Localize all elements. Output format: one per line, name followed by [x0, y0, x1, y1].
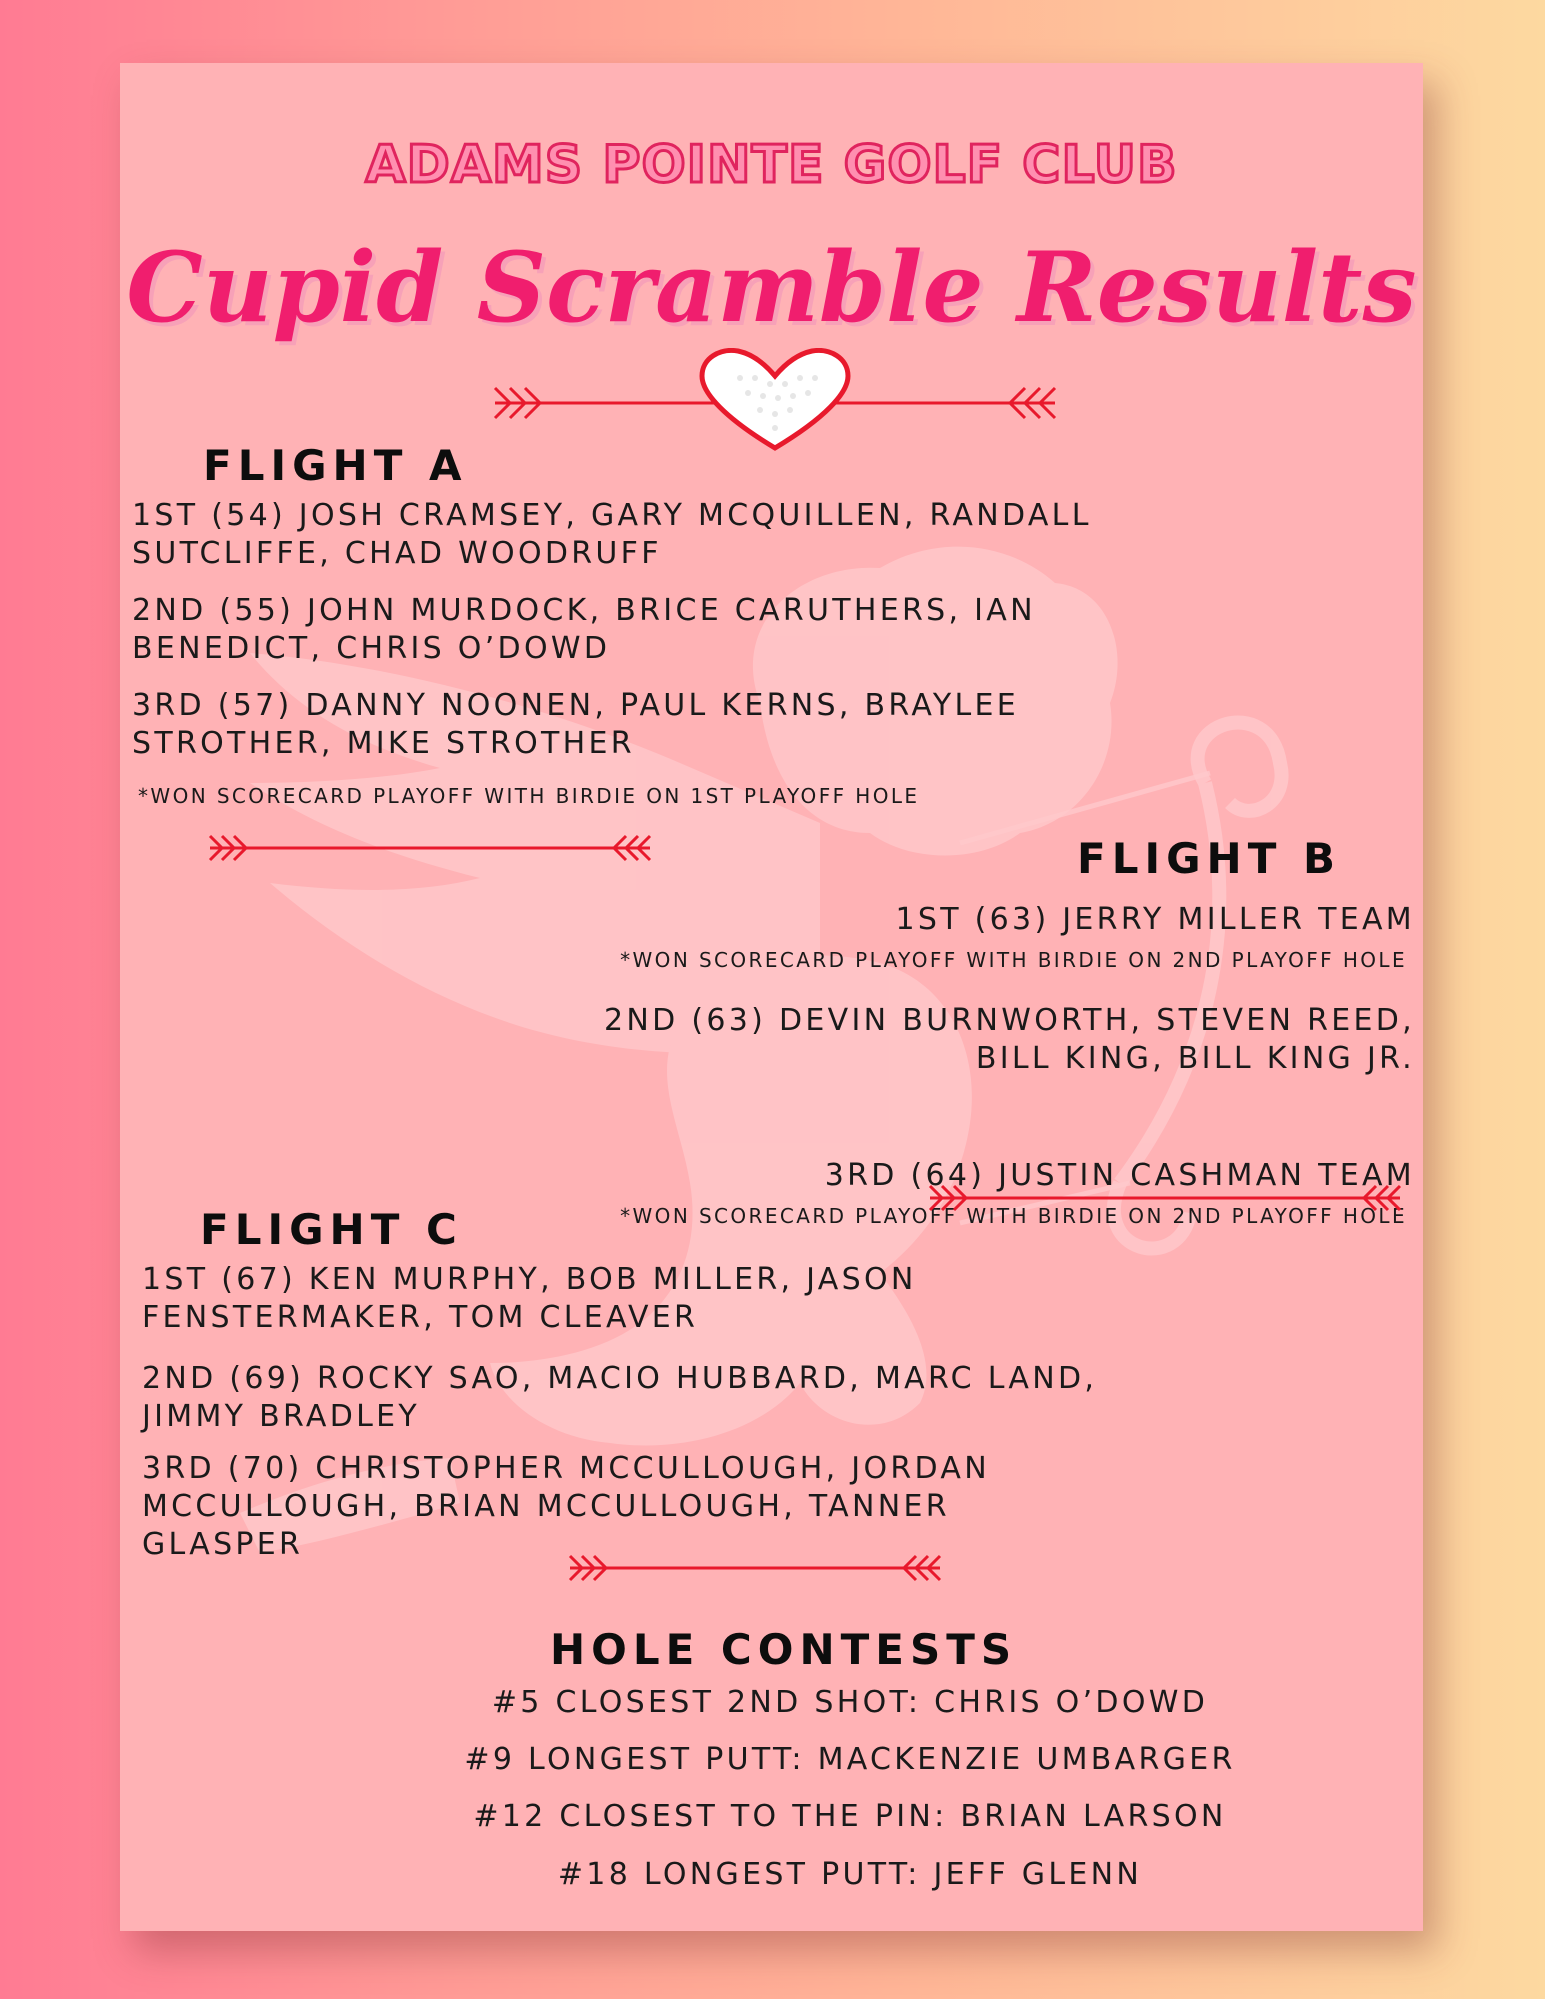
entry-line: GLASPER: [142, 1527, 304, 1562]
hole-contests-heading: HOLE CONTESTS: [550, 1625, 1018, 1674]
entry-line: JIMMY BRADLEY: [142, 1399, 421, 1434]
entry-line: BILL KING, BILL KING JR.: [975, 1041, 1415, 1076]
arrow-divider: [925, 1183, 1405, 1213]
entry-line: 1ST (67) KEN MURPHY, BOB MILLER, JASON: [142, 1262, 917, 1297]
hole-contest-item: #18 LONGEST PUTT: JEFF GLENN: [557, 1857, 1143, 1892]
entry-line: STROTHER, MIKE STROTHER: [132, 726, 635, 761]
entry-line: 1ST (54) JOSH CRAMSEY, GARY MCQUILLEN, RANDALL: [132, 498, 1092, 533]
flight-a-second-place: [132, 592, 1036, 668]
flight-a-playoff-note: *WON SCORECARD PLAYOFF WITH BIRDIE ON 1ST PLAYOFF HOLE: [138, 784, 920, 808]
flight-c-third-place: [142, 1450, 990, 1564]
flight-c-first-place: [142, 1261, 917, 1337]
club-name: ADAMS POINTE GOLF CLUB: [365, 135, 1178, 195]
entry-line: 2ND (63) DEVIN BURNWORTH, STEVEN REED,: [604, 1003, 1415, 1038]
flight-b-third-playoff-note: *WON SCORECARD PLAYOFF WITH BIRDIE ON 2ND PLAYOFF HOLE: [620, 1204, 1407, 1228]
entry-line: 2ND (69) ROCKY SAO, MACIO HUBBARD, MARC LAND,: [142, 1361, 1098, 1396]
entry-line: 2ND (55) JOHN MURDOCK, BRICE CARUTHERS, IAN: [132, 593, 1036, 628]
results-poster: [120, 63, 1423, 1931]
flight-b-third-place: 3RD (64) JUSTIN CASHMAN TEAM: [824, 1158, 1415, 1193]
entry-line: 3RD (57) DANNY NOONEN, PAUL KERNS, BRAYLEE: [132, 688, 1019, 723]
entry-line: FENSTERMAKER, TOM CLEAVER: [142, 1300, 699, 1335]
heart-arrow-divider: [490, 348, 1060, 458]
flight-b-first-playoff-note: *WON SCORECARD PLAYOFF WITH BIRDIE ON 2ND PLAYOFF HOLE: [620, 948, 1407, 972]
entry-line: SUTCLIFFE, CHAD WOODRUFF: [132, 536, 662, 571]
golf-heart-icon: [702, 350, 848, 448]
flight-c-second-place: [142, 1360, 1097, 1436]
entry-line: 3RD (70) CHRISTOPHER MCCULLOUGH, JORDAN: [142, 1451, 990, 1486]
event-title: Cupid Scramble Results: [126, 231, 1417, 344]
flight-a-third-place: [132, 687, 1019, 763]
hole-contest-item: #12 CLOSEST TO THE PIN: BRIAN LARSON: [473, 1799, 1227, 1834]
arrow-divider: [205, 833, 655, 863]
hole-contest-item: #9 LONGEST PUTT: MACKENZIE UMBARGER: [464, 1742, 1236, 1777]
hole-contest-item: #5 CLOSEST 2ND SHOT: CHRIS O’DOWD: [491, 1685, 1209, 1720]
flight-a-heading: FLIGHT A: [203, 441, 468, 490]
entry-line: MCCULLOUGH, BRIAN MCCULLOUGH, TANNER: [142, 1489, 950, 1524]
entry-line: BENEDICT, CHRIS O’DOWD: [132, 631, 611, 666]
flight-b-first-place: 1ST (63) JERRY MILLER TEAM: [895, 902, 1415, 937]
flight-c-heading: FLIGHT C: [200, 1205, 463, 1254]
arrow-divider: [565, 1553, 945, 1583]
flight-b-heading: FLIGHT B: [1077, 834, 1341, 883]
flight-a-first-place: [132, 497, 1092, 573]
flight-b-second-place: [415, 1002, 1415, 1078]
